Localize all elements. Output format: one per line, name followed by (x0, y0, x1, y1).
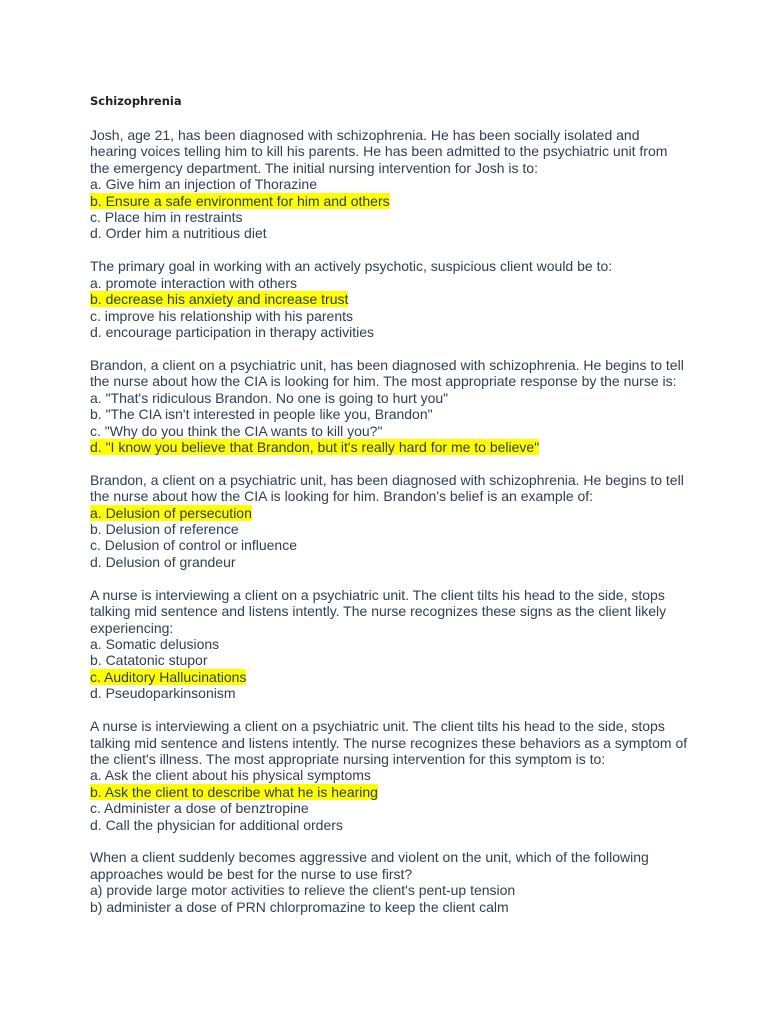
answer-option-text: c. Delusion of control or influence (90, 537, 297, 554)
answer-option (90, 817, 690, 833)
answer-options (90, 767, 690, 833)
answer-option-text: b. Delusion of reference (90, 521, 239, 538)
answer-option-text: d. Pseudoparkinsonism (90, 685, 236, 702)
answer-option (90, 423, 690, 439)
answer-option-text: d. "I know you believe that Brandon, but it's really hard for me to believe" (90, 438, 540, 455)
question-list (90, 127, 690, 915)
answer-option (90, 225, 690, 241)
answer-option (90, 275, 690, 291)
answer-options (90, 176, 690, 242)
question-stem: Josh, age 21, has been diagnosed with schizophrenia. He has been socially isolated and hearing voices telling him to kill his parents. He has been admitted to the psychiatric unit from the emergency department. The initial nursing intervention for Josh is to: (90, 127, 668, 176)
answer-option-text: b. decrease his anxiety and increase trust (90, 291, 349, 308)
answer-option (90, 521, 690, 537)
answer-option-text: b. "The CIA isn't interested in people like you, Brandon" (90, 406, 433, 423)
answer-option (90, 554, 690, 570)
document-title: Schizophrenia (90, 94, 182, 108)
answer-option (90, 636, 690, 652)
question-stem: The primary goal in working with an actively psychotic, suspicious client would be to: (90, 258, 613, 275)
answer-option-text: c. Place him in restraints (90, 209, 243, 226)
answer-option (90, 390, 690, 406)
question-block (90, 357, 690, 455)
answer-option-text: a. Delusion of persecution (90, 504, 252, 521)
answer-option-text: a. Somatic delusions (90, 635, 220, 652)
answer-option (90, 324, 690, 340)
answer-option (90, 800, 690, 816)
question-block (90, 718, 690, 833)
answer-option-text: c. Auditory Hallucinations (90, 668, 247, 685)
answer-option-text: d. Delusion of grandeur (90, 553, 236, 570)
answer-option-highlighted (90, 439, 690, 455)
answer-option-text: a. "That's ridiculous Brandon. No one is going to hurt you" (90, 389, 449, 406)
question-stem: When a client suddenly becomes aggressive and violent on the unit, which of the following approaches would be best for the nurse to use first? (90, 849, 649, 882)
answer-option (90, 652, 690, 668)
question-block (90, 472, 690, 570)
answer-option-highlighted (90, 291, 690, 307)
question-stem: Brandon, a client on a psychiatric unit, has been diagnosed with schizophrenia. He begins to tell the nurse about how the CIA is looking for him. The most appropriate response by the nurse is: (90, 356, 684, 390)
question-block (90, 849, 690, 915)
answer-option-text: c. improve his relationship with his parents (90, 307, 354, 324)
answer-option (90, 882, 690, 898)
answer-option-highlighted (90, 505, 690, 521)
answer-option-text: a) provide large motor activities to relieve the client's pent-up tension (90, 882, 516, 899)
answer-option-text: a. Ask the client about his physical symptoms (90, 767, 371, 784)
answer-option-highlighted (90, 784, 690, 800)
answer-option-text: b. Ask the client to describe what he is hearing (90, 783, 378, 800)
answer-option (90, 685, 690, 701)
answer-option (90, 209, 690, 225)
answer-option (90, 767, 690, 783)
question-stem: A nurse is interviewing a client on a psychiatric unit. The client tilts his head to the side, stops talking mid sentence and listens intently. The nurse recognizes these behaviors as a symptom of the client's illness. The most appropriate nursing intervention for this symptom is to: (90, 718, 688, 767)
answer-options (90, 882, 690, 915)
answer-option-text: c. Administer a dose of benztropine (90, 800, 309, 817)
answer-option (90, 406, 690, 422)
question-block (90, 587, 690, 702)
answer-option (90, 176, 690, 192)
answer-options (90, 636, 690, 702)
question-stem: A nurse is interviewing a client on a psychiatric unit. The client tilts his head to the side, stops talking mid sentence and listens intently. The nurse recognizes these signs as the client likely experiencing: (90, 586, 667, 636)
answer-option-text: c. "Why do you think the CIA wants to kill you?" (90, 422, 383, 439)
answer-option-text: a. Give him an injection of Thorazine (90, 176, 317, 193)
document-page (90, 93, 690, 932)
answer-option-text: d. Order him a nutritious diet (90, 225, 267, 242)
question-stem: Brandon, a client on a psychiatric unit, has been diagnosed with schizophrenia. He begins to tell the nurse about how the CIA is looking for him. Brandon's belief is an example of: (90, 471, 684, 505)
answer-option-text: d. Call the physician for additional orders (90, 816, 343, 833)
answer-option-highlighted (90, 669, 690, 685)
answer-option-text: b) administer a dose of PRN chlorpromazine to keep the client calm (90, 898, 509, 915)
answer-option-text: b. Ensure a safe environment for him and others (90, 192, 390, 209)
question-block (90, 258, 690, 340)
answer-options (90, 505, 690, 571)
answer-option (90, 899, 690, 915)
answer-option-text: d. encourage participation in therapy activities (90, 323, 375, 340)
answer-option (90, 308, 690, 324)
answer-option-text: b. Catatonic stupor (90, 652, 208, 669)
answer-option-text: a. promote interaction with others (90, 274, 297, 291)
answer-options (90, 390, 690, 456)
question-block (90, 127, 690, 242)
answer-option (90, 537, 690, 553)
answer-option-highlighted (90, 193, 690, 209)
answer-options (90, 275, 690, 341)
